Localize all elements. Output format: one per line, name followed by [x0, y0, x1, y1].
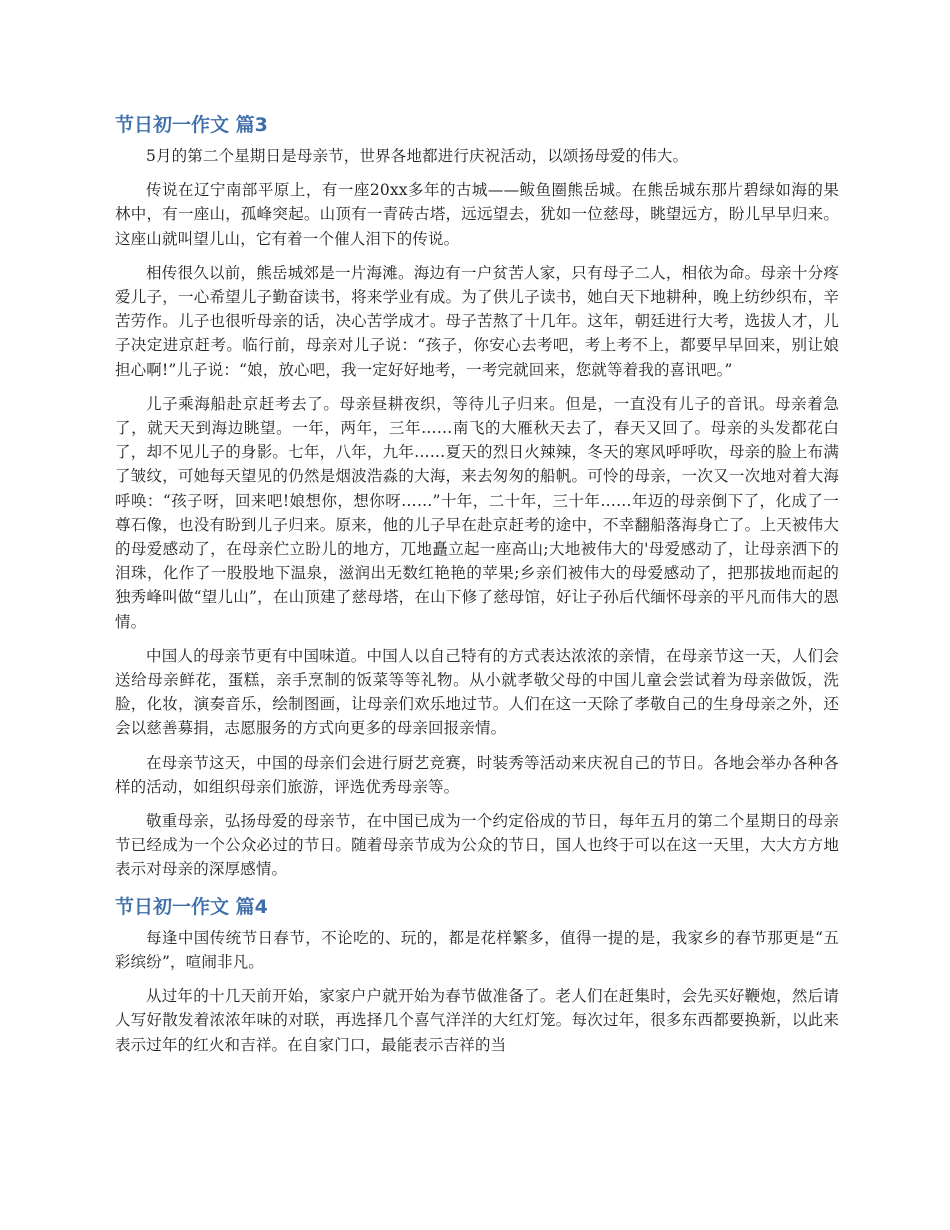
section-title: 节日初一作文 篇3 — [115, 114, 268, 136]
paragraph: 儿子乘海船赴京赶考去了。母亲昼耕夜织，等待儿子归来。但是，一直没有儿子的音讯。母亲着急了，就天天到海边眺望。一年，两年，三年……南飞的大雁秋天去了，春天又回了。母亲的头发都花白了，却不见儿子的身影。七年，八年，九年……夏天的烈日火辣辣，冬天的寒风呼呼吹，母亲的脸上布满了皱纹，可她每天望见的仍然是烟波浩淼的大海，来去匆匆的船帆。可怜的母亲，一次又一次地对着大海呼唤：“孩子呀，回来吧!娘想你，想你呀……”十年，二十年，三十年……年迈的母亲倒下了，化成了一尊石像，也没有盼到儿子归来。原来，他的儿子早在赴京赶考的途中，不幸翻船落海身亡了。上天被伟大的母爱感动了，在母亲伫立盼儿的地方，兀地矗立起一座高山;大地被伟大的'母爱感动了，让母亲洒下的泪珠，化作了一股股地下温泉，滋润出无数红艳艳的苹果;乡亲们被伟大的母爱感动了，把那拔地而起的独秀峰叫做“望儿山”，在山顶建了慈母塔，在山下修了慈母馆，好让子孙后代缅怀母亲的平凡而伟大的恩情。 — [115, 394, 839, 631]
paragraph: 在母亲节这天，中国的母亲们会进行厨艺竞赛，时装秀等活动来庆祝自己的节日。各地会举办各种各样的活动，如组织母亲们旅游，评选优秀母亲等。 — [115, 753, 839, 796]
paragraph: 传说在辽宁南部平原上，有一座20xx多年的古城——鲅鱼圈熊岳城。在熊岳城东那片碧绿如海的果林中，有一座山，孤峰突起。山顶有一青砖古塔，远远望去，犹如一位慈母，眺望远方，盼儿早早归来。这座山就叫望儿山，它有着一个催人泪下的传说。 — [115, 181, 839, 248]
paragraph: 中国人的母亲节更有中国味道。中国人以自己特有的方式表达浓浓的亲情，在母亲节这一天，人们会送给母亲鲜花，蛋糕，亲手烹制的饭菜等等礼物。从小就孝敬父母的中国儿童会尝试着为母亲做饭，洗脸，化妆，演奏音乐，绘制图画，让母亲们欢乐地过节。人们在这一天除了孝敬自己的生身母亲之外，还会以慈善募捐，志愿服务的方式向更多的母亲回报亲情。 — [115, 646, 839, 738]
paragraph: 每逢中国传统节日春节，不论吃的、玩的，都是花样繁多，值得一提的是，我家乡的春节那更是“五彩缤纷”，喧闹非凡。 — [115, 928, 839, 971]
paragraph: 敬重母亲，弘扬母爱的母亲节，在中国已成为一个约定俗成的节日，每年五月的第二个星期日的母亲节已经成为一个公众必过的节日。随着母亲节成为公众的节日，国人也终于可以在这一天里，大大方方地表示对母亲的深厚感情。 — [115, 812, 839, 879]
section-title: 节日初一作文 篇4 — [115, 895, 268, 918]
section-4 — [115, 892, 839, 1057]
paragraph: 相传很久以前，熊岳城郊是一片海滩。海边有一户贫苦人家，只有母子二人，相依为命。母亲十分疼爱儿子，一心希望儿子勤奋读书，将来学业有成。为了供儿子读书，她白天下地耕种，晚上纺纱织布，辛苦劳作。儿子也很听母亲的话，决心苦学成才。母子苦熬了十几年。这年，朝廷进行大考，选拔人才，儿子决定进京赶考。临行前，母亲对儿子说：“孩子，你安心去考吧，考上考不上，都要早早回来，别让娘担心啊!”儿子说：“娘，放心吧，我一定好好地考，一考完就回来，您就等着我的喜讯吧。” — [115, 263, 839, 379]
paragraph: 5月的第二个星期日是母亲节，世界各地都进行庆祝活动，以颂扬母爱的伟大。 — [146, 147, 689, 165]
document-page — [115, 110, 839, 1067]
section-3 — [115, 110, 839, 882]
paragraph: 从过年的十几天前开始，家家户户就开始为春节做准备了。老人们在赶集时，会先买好鞭炮，然后请人写好散发着浓浓年味的对联，再选择几个喜气洋洋的大红灯笼。每次过年，很多东西都要换新，以此来表示过年的红火和吉祥。在自家门口，最能表示吉祥的当 — [115, 987, 839, 1054]
